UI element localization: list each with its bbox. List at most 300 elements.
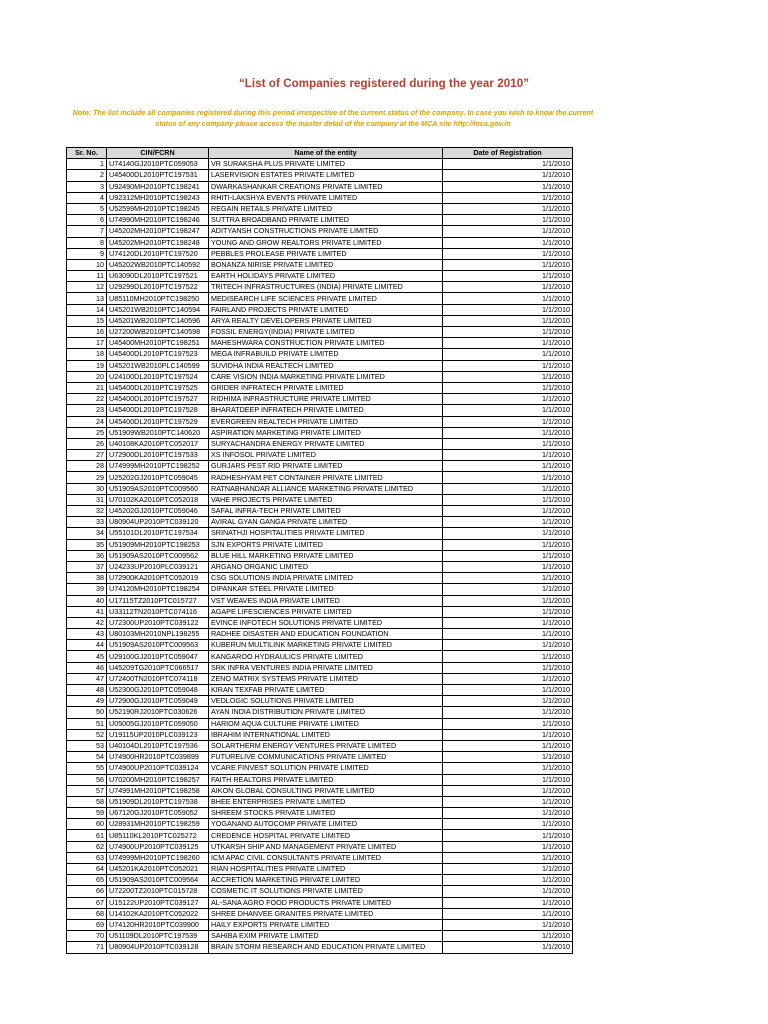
cell-entity-name: HARIOM AQUA CULTURE PRIVATE LIMITED <box>209 718 443 729</box>
cell-date: 1/1/2010 <box>443 640 573 651</box>
header-date: Date of Registration <box>443 148 573 159</box>
cell-sr-no: 71 <box>67 942 107 953</box>
table-row <box>67 215 573 226</box>
cell-date: 1/1/2010 <box>443 271 573 282</box>
cell-sr-no: 5 <box>67 203 107 214</box>
cell-cin: U74120HR2010PTC039900 <box>107 919 209 930</box>
cell-entity-name: ICM APAC CIVIL CONSULTANTS PRIVATE LIMITED <box>209 852 443 863</box>
cell-date: 1/1/2010 <box>443 841 573 852</box>
cell-cin: U45201WB2010PTC140596 <box>107 315 209 326</box>
cell-cin: U45400DL2010PTC197529 <box>107 416 209 427</box>
cell-sr-no: 25 <box>67 427 107 438</box>
cell-date: 1/1/2010 <box>443 450 573 461</box>
cell-date: 1/1/2010 <box>443 942 573 953</box>
table-row <box>67 539 573 550</box>
cell-sr-no: 3 <box>67 181 107 192</box>
cell-cin: U19115UP2010PLC039123 <box>107 729 209 740</box>
cell-entity-name: BLUE HILL MARKETING PRIVATE LIMITED <box>209 550 443 561</box>
cell-entity-name: IBRAHIM INTERNATIONAL LIMITED <box>209 729 443 740</box>
cell-date: 1/1/2010 <box>443 315 573 326</box>
cell-cin: U45202GJ2010PTC059046 <box>107 506 209 517</box>
cell-sr-no: 19 <box>67 360 107 371</box>
table-row <box>67 315 573 326</box>
cell-sr-no: 22 <box>67 394 107 405</box>
header-sr-no: Sr. No. <box>67 148 107 159</box>
cell-sr-no: 16 <box>67 327 107 338</box>
cell-cin: U80103MH2010NPL198255 <box>107 629 209 640</box>
cell-cin: U72900KA2010PTC052019 <box>107 573 209 584</box>
table-body <box>67 159 573 953</box>
cell-sr-no: 52 <box>67 729 107 740</box>
cell-entity-name: COSMETIC IT SOLUTIONS PRIVATE LIMITED <box>209 886 443 897</box>
cell-cin: U51109DL2010PTC197539 <box>107 931 209 942</box>
table-row <box>67 606 573 617</box>
cell-entity-name: RHITI-LAKSHYA EVENTS PRIVATE LIMITED <box>209 192 443 203</box>
cell-entity-name: FAIRLAND PROJECTS PRIVATE LIMITED <box>209 304 443 315</box>
table-row <box>67 740 573 751</box>
cell-sr-no: 70 <box>67 931 107 942</box>
cell-cin: U29100GJ2010PTC059047 <box>107 651 209 662</box>
cell-entity-name: VCARE FINVEST SOLUTION PRIVATE LIMITED <box>209 763 443 774</box>
cell-cin: U74900UP2010PTC039125 <box>107 841 209 852</box>
table-row <box>67 293 573 304</box>
table-row <box>67 327 573 338</box>
cell-entity-name: SHREEM STOCKS PRIVATE LIMITED <box>209 808 443 819</box>
cell-entity-name: ARGANO ORGANIC LIMITED <box>209 561 443 572</box>
table-row <box>67 942 573 953</box>
cell-date: 1/1/2010 <box>443 259 573 270</box>
cell-cin: U45209TG2010PTC066517 <box>107 662 209 673</box>
table-row <box>67 360 573 371</box>
cell-date: 1/1/2010 <box>443 181 573 192</box>
cell-entity-name: GURJARS PEST RID PRIVATE LIMITED <box>209 461 443 472</box>
cell-cin: U70102KA2010PTC052018 <box>107 494 209 505</box>
table-row <box>67 662 573 673</box>
table-row <box>67 226 573 237</box>
table-row <box>67 595 573 606</box>
cell-entity-name: RIDHIMA INFRASTRUCTURE PRIVATE LIMITED <box>209 394 443 405</box>
table-row <box>67 192 573 203</box>
table-row <box>67 685 573 696</box>
cell-date: 1/1/2010 <box>443 718 573 729</box>
cell-sr-no: 50 <box>67 707 107 718</box>
cell-cin: U74120MH2010PTC198254 <box>107 584 209 595</box>
cell-entity-name: RIAN HOSPITALITIES PRIVATE LIMITED <box>209 864 443 875</box>
cell-cin: U67120GJ2010PTC059052 <box>107 808 209 819</box>
cell-cin: U85110KL2010PTC025272 <box>107 830 209 841</box>
cell-sr-no: 13 <box>67 293 107 304</box>
cell-sr-no: 61 <box>67 830 107 841</box>
table-row <box>67 796 573 807</box>
cell-date: 1/1/2010 <box>443 483 573 494</box>
cell-entity-name: AVIRAL GYAN GANGA PRIVATE LIMITED <box>209 517 443 528</box>
table-row <box>67 494 573 505</box>
cell-sr-no: 65 <box>67 875 107 886</box>
cell-cin: U45201WB2010PTC140594 <box>107 304 209 315</box>
cell-date: 1/1/2010 <box>443 886 573 897</box>
cell-date: 1/1/2010 <box>443 897 573 908</box>
cell-cin: U45400DL2010PTC197523 <box>107 349 209 360</box>
cell-sr-no: 56 <box>67 774 107 785</box>
cell-entity-name: SHREE DHANVEE GRANITES PRIVATE LIMITED <box>209 908 443 919</box>
cell-date: 1/1/2010 <box>443 506 573 517</box>
cell-date: 1/1/2010 <box>443 830 573 841</box>
cell-date: 1/1/2010 <box>443 864 573 875</box>
cell-sr-no: 43 <box>67 629 107 640</box>
cell-entity-name: EVINCE INFOTECH SOLUTIONS PRIVATE LIMITED <box>209 617 443 628</box>
cell-cin: U80904UP2010PTC039128 <box>107 942 209 953</box>
cell-entity-name: VAHE PROJECTS PRIVATE LIMITED <box>209 494 443 505</box>
cell-sr-no: 30 <box>67 483 107 494</box>
table-row <box>67 841 573 852</box>
cell-entity-name: BHEE ENTERPRISES PRIVATE LIMITED <box>209 796 443 807</box>
cell-date: 1/1/2010 <box>443 595 573 606</box>
cell-sr-no: 23 <box>67 405 107 416</box>
cell-cin: U45202MH2010PTC198247 <box>107 226 209 237</box>
cell-entity-name: LASERVISION ESTATES PRIVATE LIMITED <box>209 170 443 181</box>
header-cin: CIN/FCRN <box>107 148 209 159</box>
cell-cin: U15122UP2010PTC039127 <box>107 897 209 908</box>
cell-sr-no: 66 <box>67 886 107 897</box>
cell-cin: U55101DL2010PTC197534 <box>107 528 209 539</box>
cell-sr-no: 37 <box>67 561 107 572</box>
cell-cin: U74120DL2010PTC197520 <box>107 248 209 259</box>
cell-sr-no: 31 <box>67 494 107 505</box>
table-row <box>67 550 573 561</box>
cell-sr-no: 18 <box>67 349 107 360</box>
cell-date: 1/1/2010 <box>443 360 573 371</box>
cell-sr-no: 35 <box>67 539 107 550</box>
cell-entity-name: VEDLOGIC SOLUTIONS PRIVATE LIMITED <box>209 696 443 707</box>
cell-sr-no: 48 <box>67 685 107 696</box>
cell-entity-name: DIPANKAR STEEL PRIVATE LIMITED <box>209 584 443 595</box>
cell-date: 1/1/2010 <box>443 427 573 438</box>
table-row <box>67 349 573 360</box>
table-row <box>67 718 573 729</box>
company-table <box>66 147 573 954</box>
cell-entity-name: SRK INFRA VENTURES INDIA PRIVATE LIMITED <box>209 662 443 673</box>
cell-cin: U85110MH2010PTC198250 <box>107 293 209 304</box>
cell-sr-no: 6 <box>67 215 107 226</box>
table-row <box>67 506 573 517</box>
cell-sr-no: 1 <box>67 159 107 170</box>
table-row <box>67 394 573 405</box>
table-row <box>67 830 573 841</box>
cell-date: 1/1/2010 <box>443 203 573 214</box>
cell-sr-no: 53 <box>67 740 107 751</box>
cell-sr-no: 7 <box>67 226 107 237</box>
cell-entity-name: SJN EXPORTS PRIVATE LIMITED <box>209 539 443 550</box>
cell-date: 1/1/2010 <box>443 416 573 427</box>
cell-cin: U72900DL2010PTC197533 <box>107 450 209 461</box>
table-row <box>67 640 573 651</box>
cell-sr-no: 33 <box>67 517 107 528</box>
table-row <box>67 472 573 483</box>
cell-cin: U51909WB2010PTC140620 <box>107 427 209 438</box>
cell-entity-name: VR SURAKSHA PLUS PRIVATE LIMITED <box>209 159 443 170</box>
cell-sr-no: 59 <box>67 808 107 819</box>
cell-entity-name: DWARKASHANKAR CREATIONS PRIVATE LIMITED <box>209 181 443 192</box>
cell-entity-name: RADHESHYAM PET CONTAINER PRIVATE LIMITED <box>209 472 443 483</box>
header-entity-name: Name of the entity <box>209 148 443 159</box>
cell-date: 1/1/2010 <box>443 808 573 819</box>
table-row <box>67 517 573 528</box>
cell-date: 1/1/2010 <box>443 226 573 237</box>
cell-sr-no: 55 <box>67 763 107 774</box>
cell-date: 1/1/2010 <box>443 629 573 640</box>
cell-entity-name: YOGANAND AUTOCOMP PRIVATE LIMITED <box>209 819 443 830</box>
cell-date: 1/1/2010 <box>443 338 573 349</box>
cell-sr-no: 51 <box>67 718 107 729</box>
cell-cin: U45202MH2010PTC198248 <box>107 237 209 248</box>
cell-cin: U80904UP2010PTC039120 <box>107 517 209 528</box>
cell-date: 1/1/2010 <box>443 606 573 617</box>
table-row <box>67 651 573 662</box>
table-row <box>67 875 573 886</box>
cell-date: 1/1/2010 <box>443 707 573 718</box>
cell-entity-name: FAITH REALTORS PRIVATE LIMITED <box>209 774 443 785</box>
cell-cin: U74140GJ2010PTC059053 <box>107 159 209 170</box>
page-title: “List of Companies registered during the year 2010” <box>238 78 530 90</box>
cell-sr-no: 9 <box>67 248 107 259</box>
table-row <box>67 763 573 774</box>
table-row <box>67 427 573 438</box>
cell-cin: U24233UP2010PLC039121 <box>107 561 209 572</box>
cell-sr-no: 20 <box>67 371 107 382</box>
cell-entity-name: SRINATHJI HOSPITALITIES PRIVATE LIMITED <box>209 528 443 539</box>
cell-entity-name: KANGAROO HYDRAULICS PRIVATE LIMITED <box>209 651 443 662</box>
cell-sr-no: 67 <box>67 897 107 908</box>
table-row <box>67 673 573 684</box>
cell-entity-name: ARYA REALTY DEVELOPERS PRIVATE LIMITED <box>209 315 443 326</box>
cell-cin: U45400DL2010PTC197528 <box>107 405 209 416</box>
table-header-row <box>67 148 573 159</box>
cell-sr-no: 42 <box>67 617 107 628</box>
cell-sr-no: 58 <box>67 796 107 807</box>
cell-date: 1/1/2010 <box>443 662 573 673</box>
table-row <box>67 416 573 427</box>
table-row <box>67 461 573 472</box>
cell-date: 1/1/2010 <box>443 517 573 528</box>
cell-entity-name: HAILY EXPORTS PRIVATE LIMITED <box>209 919 443 930</box>
cell-cin: U24100DL2010PTC197524 <box>107 371 209 382</box>
cell-cin: U40108KA2010PTC052017 <box>107 438 209 449</box>
cell-sr-no: 49 <box>67 696 107 707</box>
cell-date: 1/1/2010 <box>443 539 573 550</box>
cell-entity-name: ZENO MATRIX SYSTEMS PRIVATE LIMITED <box>209 673 443 684</box>
cell-entity-name: EARTH HOLIDAYS PRIVATE LIMITED <box>209 271 443 282</box>
cell-date: 1/1/2010 <box>443 617 573 628</box>
cell-entity-name: CARE VISION INDIA MARKETING PRIVATE LIMITED <box>209 371 443 382</box>
cell-sr-no: 11 <box>67 271 107 282</box>
cell-date: 1/1/2010 <box>443 774 573 785</box>
cell-date: 1/1/2010 <box>443 528 573 539</box>
note-text: Note: The list include all companies registered during this period irrespective of the current status of the company. In case you wish to know the current status of any company please access the master detail of the company at the MCA site http://mca.gov.in <box>72 108 594 128</box>
cell-sr-no: 41 <box>67 606 107 617</box>
cell-entity-name: KUBERUN MULTILINK MARKETING PRIVATE LIMITED <box>209 640 443 651</box>
cell-date: 1/1/2010 <box>443 852 573 863</box>
table-row <box>67 248 573 259</box>
cell-entity-name: RADHEE DISASTER AND EDUCATION FOUNDATION <box>209 629 443 640</box>
cell-cin: U74999MH2010PTC198260 <box>107 852 209 863</box>
cell-date: 1/1/2010 <box>443 170 573 181</box>
table-row <box>67 696 573 707</box>
cell-cin: U33112TN2010PTC074116 <box>107 606 209 617</box>
cell-sr-no: 12 <box>67 282 107 293</box>
table-row <box>67 707 573 718</box>
cell-date: 1/1/2010 <box>443 561 573 572</box>
cell-sr-no: 17 <box>67 338 107 349</box>
cell-cin: U40104DL2010PTC197536 <box>107 740 209 751</box>
cell-cin: U51909AS2010PTC009564 <box>107 875 209 886</box>
cell-date: 1/1/2010 <box>443 651 573 662</box>
cell-entity-name: BRAIN STORM RESEARCH AND EDUCATION PRIVATE LIMITED <box>209 942 443 953</box>
cell-cin: U45400DL2010PTC197525 <box>107 382 209 393</box>
cell-date: 1/1/2010 <box>443 349 573 360</box>
cell-date: 1/1/2010 <box>443 740 573 751</box>
cell-cin: U72300UP2010PTC039122 <box>107 617 209 628</box>
table-row <box>67 897 573 908</box>
table-row <box>67 617 573 628</box>
cell-cin: U28931MH2010PTC198259 <box>107 819 209 830</box>
cell-date: 1/1/2010 <box>443 752 573 763</box>
cell-entity-name: PEBBLES PROLEASE PRIVATE LIMITED <box>209 248 443 259</box>
cell-cin: U45400DL2010PTC197531 <box>107 170 209 181</box>
table-row <box>67 573 573 584</box>
cell-date: 1/1/2010 <box>443 215 573 226</box>
table-row <box>67 629 573 640</box>
table-row <box>67 282 573 293</box>
cell-sr-no: 24 <box>67 416 107 427</box>
cell-cin: U74999MH2010PTC198252 <box>107 461 209 472</box>
table-row <box>67 338 573 349</box>
table-row <box>67 561 573 572</box>
cell-sr-no: 38 <box>67 573 107 584</box>
cell-date: 1/1/2010 <box>443 371 573 382</box>
cell-sr-no: 29 <box>67 472 107 483</box>
table-row <box>67 808 573 819</box>
cell-entity-name: SAHIBA EXIM PRIVATE LIMITED <box>209 931 443 942</box>
cell-cin: U29299DL2010PTC197522 <box>107 282 209 293</box>
cell-cin: U52300GJ2010PTC059048 <box>107 685 209 696</box>
table-row <box>67 919 573 930</box>
table-row <box>67 405 573 416</box>
cell-entity-name: MAHESHWARA CONSTRUCTION PRIVATE LIMITED <box>209 338 443 349</box>
cell-sr-no: 21 <box>67 382 107 393</box>
cell-date: 1/1/2010 <box>443 908 573 919</box>
cell-date: 1/1/2010 <box>443 796 573 807</box>
cell-cin: U45400DL2010PTC197527 <box>107 394 209 405</box>
table-row <box>67 752 573 763</box>
table-row <box>67 438 573 449</box>
cell-date: 1/1/2010 <box>443 685 573 696</box>
cell-date: 1/1/2010 <box>443 673 573 684</box>
table-row <box>67 304 573 315</box>
cell-entity-name: KIRAN TEXFAB PRIVATE LIMITED <box>209 685 443 696</box>
table-row <box>67 259 573 270</box>
cell-date: 1/1/2010 <box>443 461 573 472</box>
cell-entity-name: EVERGREEN REALTECH PRIVATE LIMITED <box>209 416 443 427</box>
cell-sr-no: 4 <box>67 192 107 203</box>
cell-date: 1/1/2010 <box>443 248 573 259</box>
cell-cin: U17115TZ2010PTC015727 <box>107 595 209 606</box>
cell-entity-name: SOLARTHERM ENERGY VENTURES PRIVATE LIMITED <box>209 740 443 751</box>
table-row <box>67 170 573 181</box>
cell-sr-no: 2 <box>67 170 107 181</box>
table-row <box>67 774 573 785</box>
cell-sr-no: 14 <box>67 304 107 315</box>
cell-cin: U74990MH2010PTC198246 <box>107 215 209 226</box>
cell-sr-no: 57 <box>67 785 107 796</box>
table-row <box>67 584 573 595</box>
cell-entity-name: TRITECH INFRASTRUCTURES (INDIA) PRIVATE LIMITED <box>209 282 443 293</box>
cell-entity-name: VST WEAVES INDIA PRIVATE LIMITED <box>209 595 443 606</box>
cell-cin: U52190RJ2010PTC030626 <box>107 707 209 718</box>
cell-entity-name: ADITYANSH CONSTRUCTIONS PRIVATE LIMITED <box>209 226 443 237</box>
cell-sr-no: 28 <box>67 461 107 472</box>
table-row <box>67 785 573 796</box>
cell-entity-name: SUTTRA BROADBAND PRIVATE LIMITED <box>209 215 443 226</box>
cell-entity-name: AGAPE LIFESCIENCES PRIVATE LIMITED <box>209 606 443 617</box>
cell-sr-no: 39 <box>67 584 107 595</box>
cell-date: 1/1/2010 <box>443 394 573 405</box>
table-row <box>67 528 573 539</box>
cell-cin: U45400MH2010PTC198251 <box>107 338 209 349</box>
cell-cin: U45201KA2010PTC052021 <box>107 864 209 875</box>
cell-cin: U51909MH2010PTC198253 <box>107 539 209 550</box>
cell-sr-no: 26 <box>67 438 107 449</box>
cell-entity-name: RATNABHANDAR ALLIANCE MARKETING PRIVATE LIMITED <box>209 483 443 494</box>
cell-cin: U92312MH2010PTC198243 <box>107 192 209 203</box>
cell-cin: U72400TN2010PTC074118 <box>107 673 209 684</box>
cell-sr-no: 10 <box>67 259 107 270</box>
cell-entity-name: AIKON GLOBAL CONSULTING PRIVATE LIMITED <box>209 785 443 796</box>
cell-entity-name: CSG SOLUTIONS INDIA PRIVATE LIMITED <box>209 573 443 584</box>
cell-date: 1/1/2010 <box>443 819 573 830</box>
cell-entity-name: BHARATDEEP INFRATECH PRIVATE LIMITED <box>209 405 443 416</box>
cell-entity-name: SUVIDHA INDIA REALTECH LIMITED <box>209 360 443 371</box>
table-row <box>67 729 573 740</box>
cell-date: 1/1/2010 <box>443 282 573 293</box>
cell-cin: U52599MH2010PTC198245 <box>107 203 209 214</box>
cell-sr-no: 44 <box>67 640 107 651</box>
cell-sr-no: 54 <box>67 752 107 763</box>
cell-sr-no: 36 <box>67 550 107 561</box>
cell-cin: U05005GJ2010PTC059050 <box>107 718 209 729</box>
table-row <box>67 271 573 282</box>
cell-cin: U70200MH2010PTC198257 <box>107 774 209 785</box>
cell-entity-name: SAFAL INFRA-TECH PRIVATE LIMITED <box>209 506 443 517</box>
cell-entity-name: AYAN INDIA DISTRIBUTION PRIVATE LIMITED <box>209 707 443 718</box>
cell-sr-no: 34 <box>67 528 107 539</box>
cell-sr-no: 68 <box>67 908 107 919</box>
cell-date: 1/1/2010 <box>443 159 573 170</box>
cell-date: 1/1/2010 <box>443 584 573 595</box>
cell-sr-no: 8 <box>67 237 107 248</box>
cell-entity-name: REGAIN RETAILS PRIVATE LIMITED <box>209 203 443 214</box>
cell-date: 1/1/2010 <box>443 763 573 774</box>
cell-date: 1/1/2010 <box>443 472 573 483</box>
cell-date: 1/1/2010 <box>443 550 573 561</box>
cell-entity-name: MEDISEARCH LIFE SCIENCES PRIVATE LIMITED <box>209 293 443 304</box>
cell-date: 1/1/2010 <box>443 192 573 203</box>
cell-entity-name: SURYACHANDRA ENERGY PRIVATE LIMITED <box>209 438 443 449</box>
cell-date: 1/1/2010 <box>443 573 573 584</box>
cell-date: 1/1/2010 <box>443 438 573 449</box>
cell-entity-name: GRIDER INFRATECH PRIVATE LIMITED <box>209 382 443 393</box>
cell-cin: U74900HR2010PTC039899 <box>107 752 209 763</box>
cell-sr-no: 40 <box>67 595 107 606</box>
